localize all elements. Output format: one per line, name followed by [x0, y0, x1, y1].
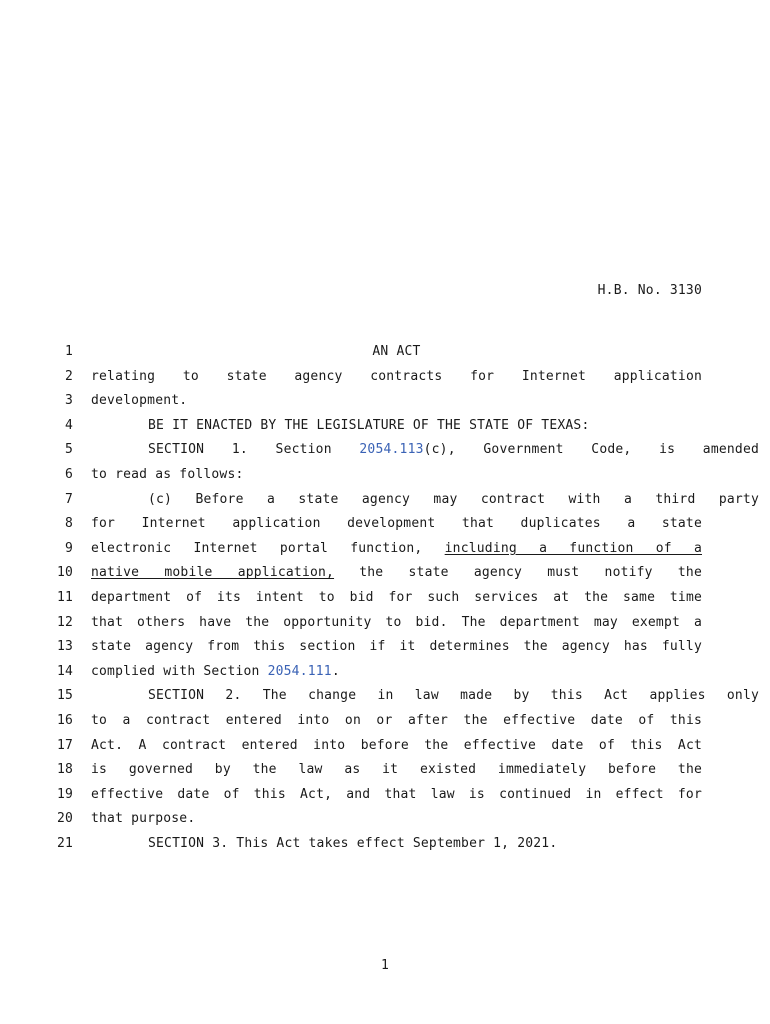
- text-line: [0, 758, 770, 783]
- text-segment: electronic Internet portal function,: [91, 540, 445, 556]
- line-number: 4: [64, 417, 73, 433]
- line-number: 19: [56, 786, 73, 802]
- line-number: 8: [64, 516, 73, 532]
- text-line: [0, 537, 770, 562]
- section-text: that purpose.: [91, 811, 196, 827]
- enacting-clause: BE IT ENACTED BY THE LEGISLATURE OF THE STATE OF TEXAS:: [148, 417, 590, 433]
- text-line: [0, 709, 770, 734]
- line-number: 18: [56, 762, 73, 778]
- line-number: 1: [64, 344, 73, 359]
- text-line: [0, 488, 770, 513]
- text-line: [0, 684, 770, 709]
- section-text: department of its intent to bid for such services at the same time: [91, 589, 702, 605]
- text-line: [0, 438, 770, 463]
- text-line: [0, 635, 770, 660]
- line-number: 20: [56, 811, 73, 827]
- text-line: [0, 832, 770, 857]
- section-text: SECTION 3. This Act takes effect September 1, 2021.: [148, 835, 558, 851]
- line-number: 17: [56, 737, 73, 753]
- text-line: [0, 414, 770, 439]
- caption-text: relating to state agency contracts for Internet application: [91, 368, 702, 384]
- line-number: 21: [56, 835, 73, 851]
- text-line: [0, 463, 770, 488]
- bill-text: [0, 340, 770, 856]
- line-number: 10: [56, 565, 73, 581]
- line-number: 12: [56, 614, 73, 630]
- line-number: 9: [64, 540, 73, 556]
- inserted-text: including a function of a: [444, 540, 702, 556]
- section-text: is governed by the law as it existed immediately before the: [91, 762, 702, 778]
- text-segment: .: [331, 663, 340, 679]
- line-number: 5: [64, 442, 73, 458]
- statute-link-2054-113[interactable]: 2054.113: [359, 442, 424, 458]
- section-text: SECTION 2. The change in law made by this Act applies only: [148, 688, 759, 704]
- line-number: 16: [56, 712, 73, 728]
- line-number: 3: [64, 393, 73, 409]
- text-segment: complied with Section: [91, 663, 268, 679]
- act-title: AN ACT: [372, 344, 421, 359]
- section-text: state agency from this section if it determines the agency has fully: [91, 639, 702, 655]
- bill-number: H.B. No. 3130: [597, 283, 702, 298]
- text-line: [0, 389, 770, 414]
- section-text: effective date of this Act, and that law is continued in effect for: [91, 786, 702, 802]
- line-number: 2: [64, 368, 73, 384]
- text-segment: (c), Government Code, is amended: [423, 442, 759, 458]
- line-number: 6: [64, 466, 73, 482]
- text-line: [0, 611, 770, 636]
- line-number: 7: [64, 491, 73, 507]
- section-text: [91, 537, 702, 562]
- text-line: [0, 586, 770, 611]
- text-line: [0, 807, 770, 832]
- page-number: 1: [380, 958, 390, 973]
- section-text: [91, 561, 702, 586]
- line-number: 14: [56, 663, 73, 679]
- caption-text: development.: [91, 393, 188, 409]
- text-line: [0, 734, 770, 759]
- line-number: 13: [56, 639, 73, 655]
- text-line: [0, 340, 770, 365]
- section-text: to read as follows:: [91, 466, 244, 482]
- text-segment: the state agency must notify the: [334, 565, 702, 581]
- section-text: (c) Before a state agency may contract with a third party: [148, 491, 759, 507]
- text-line: [0, 365, 770, 390]
- text-line: [0, 660, 770, 685]
- section-text: to a contract entered into on or after the effective date of this: [91, 712, 702, 728]
- section-text: [91, 660, 702, 685]
- statute-link-2054-111[interactable]: 2054.111: [267, 663, 332, 679]
- text-line: [0, 561, 770, 586]
- section-text: for Internet application development that duplicates a state: [91, 516, 702, 532]
- section-text: [91, 438, 759, 463]
- text-segment: SECTION 1. Section: [148, 442, 360, 458]
- text-line: [0, 512, 770, 537]
- line-number: 15: [56, 688, 73, 704]
- inserted-text: native mobile application,: [91, 565, 335, 581]
- section-text: Act. A contract entered into before the effective date of this Act: [91, 737, 702, 753]
- text-line: [0, 783, 770, 808]
- line-number: 11: [56, 589, 73, 605]
- section-text: that others have the opportunity to bid. The department may exempt a: [91, 614, 702, 630]
